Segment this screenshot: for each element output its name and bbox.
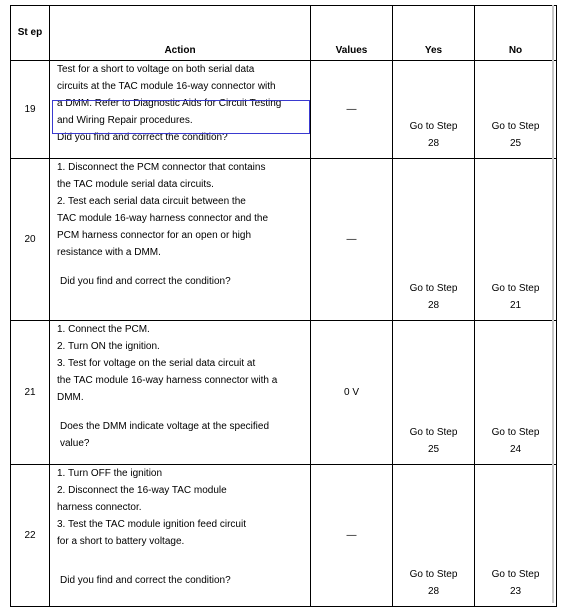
table-header-row bbox=[11, 6, 557, 61]
action-line: 2. Disconnect the 16-way TAC module bbox=[57, 485, 227, 496]
action-cell bbox=[50, 61, 311, 159]
goto-step-number: 28 bbox=[427, 300, 440, 311]
action-cell bbox=[50, 159, 311, 321]
table-row bbox=[11, 159, 557, 321]
goto-step-number: 24 bbox=[509, 444, 522, 455]
goto-label: Go to Step bbox=[409, 569, 458, 580]
goto-step-number: 25 bbox=[509, 138, 522, 149]
spacer bbox=[50, 550, 310, 572]
goto-step-number: 28 bbox=[427, 138, 440, 149]
no-cell bbox=[475, 465, 557, 607]
table-row bbox=[11, 465, 557, 607]
action-line: and Wiring Repair procedures. bbox=[57, 115, 193, 126]
action-line: the TAC module serial data circuits. bbox=[57, 179, 214, 190]
yes-cell bbox=[393, 465, 475, 607]
value-cell: — bbox=[311, 465, 393, 607]
no-cell bbox=[475, 321, 557, 465]
action-line: 2. Turn ON the ignition. bbox=[57, 341, 160, 352]
action-line: 2. Test each serial data circuit between the bbox=[57, 196, 246, 207]
goto-label: Go to Step bbox=[491, 283, 540, 294]
action-line: 1. Connect the PCM. bbox=[57, 324, 150, 335]
action-line: circuits at the TAC module 16-way connector with bbox=[57, 81, 276, 92]
yes-cell bbox=[393, 61, 475, 159]
header-step-label: St ep bbox=[17, 27, 43, 38]
yes-cell bbox=[393, 159, 475, 321]
goto-step-number: 21 bbox=[509, 300, 522, 311]
action-cell bbox=[50, 465, 311, 607]
step-number: 19 bbox=[11, 61, 50, 159]
action-question: Does the DMM indicate voltage at the specified bbox=[60, 421, 269, 432]
spacer bbox=[50, 261, 310, 273]
goto-label: Go to Step bbox=[409, 283, 458, 294]
action-line: harness connector. bbox=[57, 502, 142, 513]
action-line: 1. Disconnect the PCM connector that contains bbox=[57, 162, 266, 173]
diagnostic-table bbox=[10, 5, 557, 607]
goto-step-number: 23 bbox=[509, 586, 522, 597]
no-cell bbox=[475, 159, 557, 321]
yes-cell bbox=[393, 321, 475, 465]
goto-label: Go to Step bbox=[491, 427, 540, 438]
goto-label: Go to Step bbox=[491, 121, 540, 132]
spacer bbox=[50, 406, 310, 418]
action-line: 3. Test for voltage on the serial data circuit at bbox=[57, 358, 256, 369]
header-no: No bbox=[475, 6, 557, 61]
goto-label: Go to Step bbox=[409, 427, 458, 438]
goto-step-number: 28 bbox=[427, 586, 440, 597]
goto-step-number: 25 bbox=[427, 444, 440, 455]
action-line: DMM. bbox=[57, 392, 84, 403]
action-line: PCM harness connector for an open or high bbox=[57, 230, 251, 241]
action-line: for a short to battery voltage. bbox=[57, 536, 185, 547]
header-values: Values bbox=[311, 6, 393, 61]
no-cell bbox=[475, 61, 557, 159]
action-line: Test for a short to voltage on both serial data bbox=[57, 64, 255, 75]
step-number: 20 bbox=[11, 159, 50, 321]
action-cell bbox=[50, 321, 311, 465]
table-row bbox=[11, 321, 557, 465]
header-action: Action bbox=[50, 6, 311, 61]
action-line: the TAC module 16-way harness connector with a bbox=[57, 375, 278, 386]
value-cell: — bbox=[311, 159, 393, 321]
action-line: resistance with a DMM. bbox=[57, 247, 161, 258]
action-question: Did you find and correct the condition? bbox=[60, 575, 231, 586]
goto-label: Go to Step bbox=[409, 121, 458, 132]
action-question: Did you find and correct the condition? bbox=[60, 276, 231, 287]
value-cell: — bbox=[311, 61, 393, 159]
action-question: Did you find and correct the condition? bbox=[57, 132, 228, 143]
action-question: value? bbox=[60, 438, 90, 449]
action-line: 1. Turn OFF the ignition bbox=[57, 468, 163, 479]
step-number: 21 bbox=[11, 321, 50, 465]
step-number: 22 bbox=[11, 465, 50, 607]
goto-label: Go to Step bbox=[491, 569, 540, 580]
table-row bbox=[11, 61, 557, 159]
header-yes: Yes bbox=[393, 6, 475, 61]
action-line: 3. Test the TAC module ignition feed circuit bbox=[57, 519, 246, 530]
action-line: a DMM. Refer to Diagnostic Aids for Circuit Testing bbox=[57, 98, 282, 109]
scroll-edge bbox=[552, 5, 554, 603]
value-cell: 0 V bbox=[311, 321, 393, 465]
action-line: TAC module 16-way harness connector and the bbox=[57, 213, 269, 224]
header-step bbox=[11, 6, 50, 61]
